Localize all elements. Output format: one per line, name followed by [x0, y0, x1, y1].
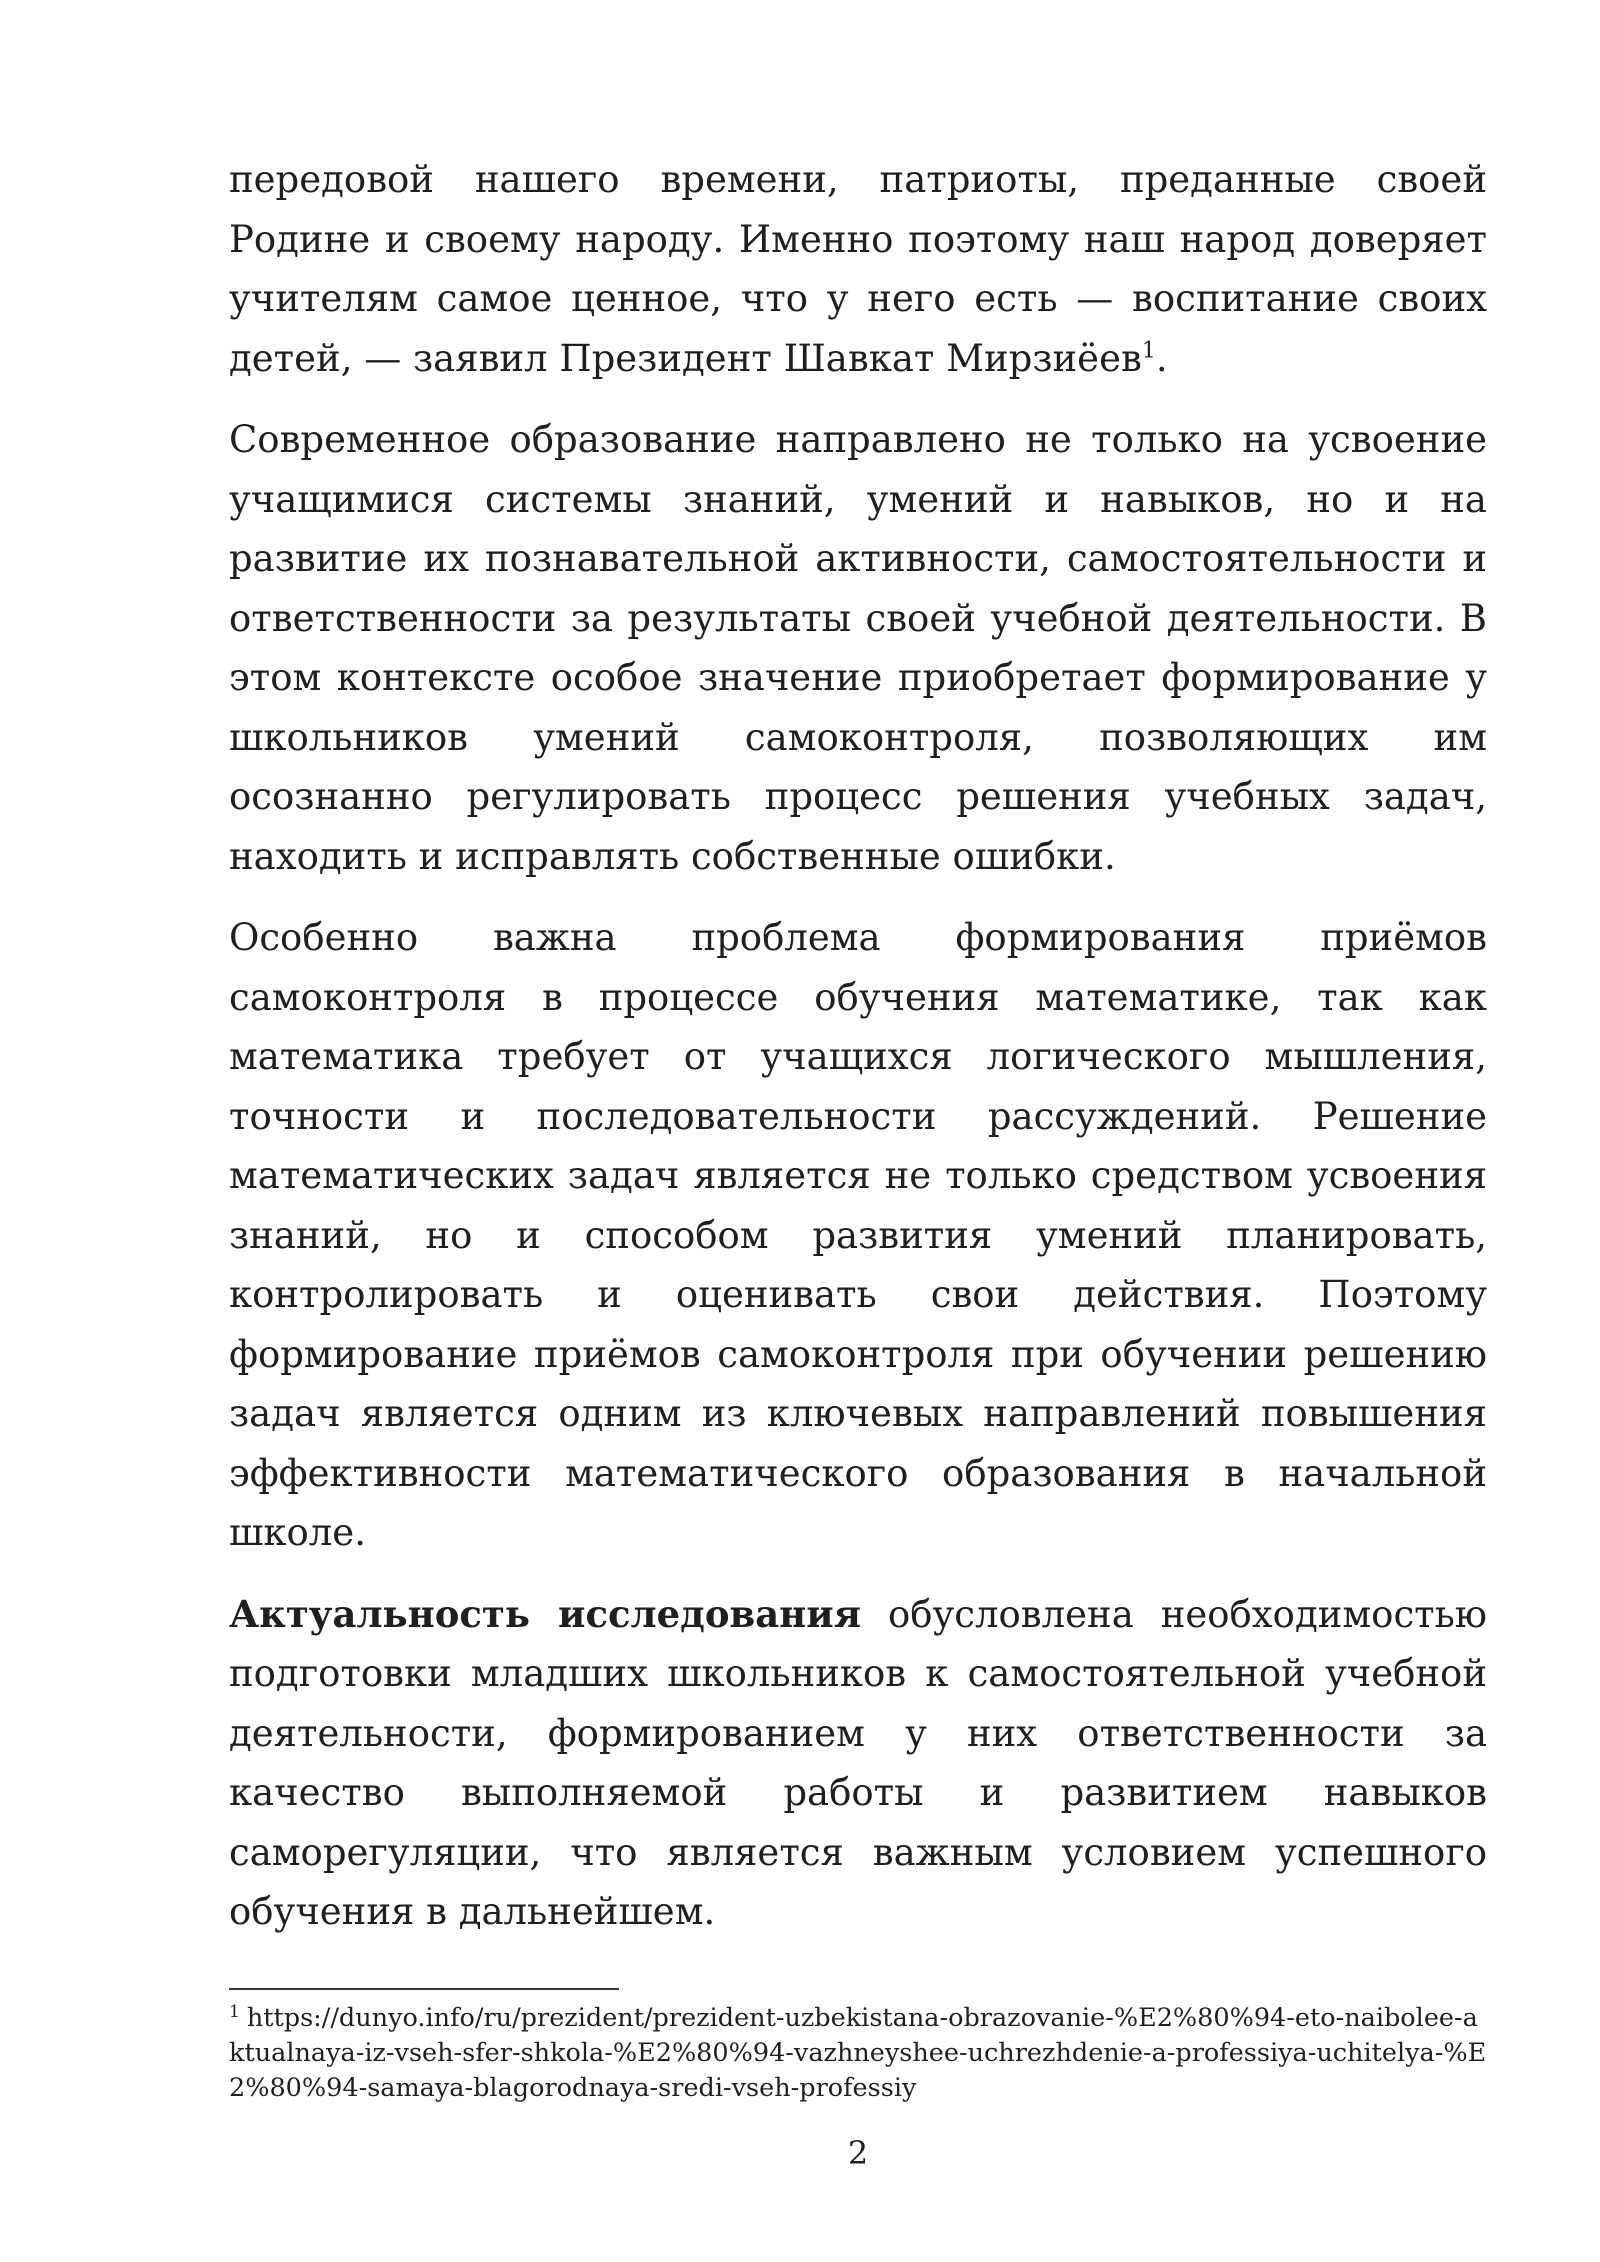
- footnote-divider: [229, 1988, 619, 1990]
- paragraph-1-text: передовой нашего времени, патриоты, преданные своей Родине и своему народу. Именно поэтому наш народ доверяет учителям самое ценное, что у него есть — воспитание своих детей, — заявил Президент Шавкат Мирзиёев: [229, 158, 1487, 380]
- footnote-number: 1: [229, 2001, 240, 2022]
- footnote-reference[interactable]: 1: [1141, 338, 1156, 364]
- body-text: [229, 150, 1487, 1942]
- footnote-link[interactable]: https://dunyo.info/ru/prezident/prezident-uzbekistana-obrazovanie-%E2%80%94-eto-naibolee-aktualnaya-iz-vseh-sfer-shkola-%E2%80%94-vazhneyshee-uchrezhdenie-a-professiya-uchitelya-%E2%80%94-samaya-blagorodnaya-sredi-vseh-professiy: [229, 2003, 1487, 2103]
- paragraph-4-text: обусловлена необходимостью подготовки младших школьников к самостоятельной учебной деятельности, формированием у них ответственности за качество выполняемой работы и развитием навыков саморегуляции, что является важным условием успешного обучения в дальнейшем.: [229, 1592, 1487, 1933]
- paragraph-1: [229, 150, 1487, 388]
- relevance-heading: Актуальность исследования: [229, 1591, 862, 1636]
- paragraph-3: Особенно важна проблема формирования приёмов самоконтроля в процессе обучения математике, так как математика требует от учащихся логического мышления, точности и последовательности рассуждений. Решение математических задач является не только средством усвоения знаний, но и способом развития умений планировать, контролировать и оценивать свои действия. Поэтому формирование приёмов самоконтроля при обучении решению задач является одним из ключевых направлений повышения эффективности математического образования в начальной школе.: [229, 916, 1487, 1554]
- footnote: [229, 2001, 1487, 2106]
- paragraph-4: [229, 1585, 1487, 1942]
- page-number: 2: [847, 2134, 869, 2172]
- paragraph-2: Современное образование направлено не только на усвоение учащимися системы знаний, умений и навыков, но и на развитие их познавательной активности, самостоятельности и ответственности за результаты своей учебной деятельности. В этом контексте особое значение приобретает формирование у школьников умений самоконтроля, позволяющих им осознанно регулировать процесс решения учебных задач, находить и исправлять собственные ошибки.: [229, 418, 1487, 878]
- paragraph-1-end: .: [1155, 336, 1168, 380]
